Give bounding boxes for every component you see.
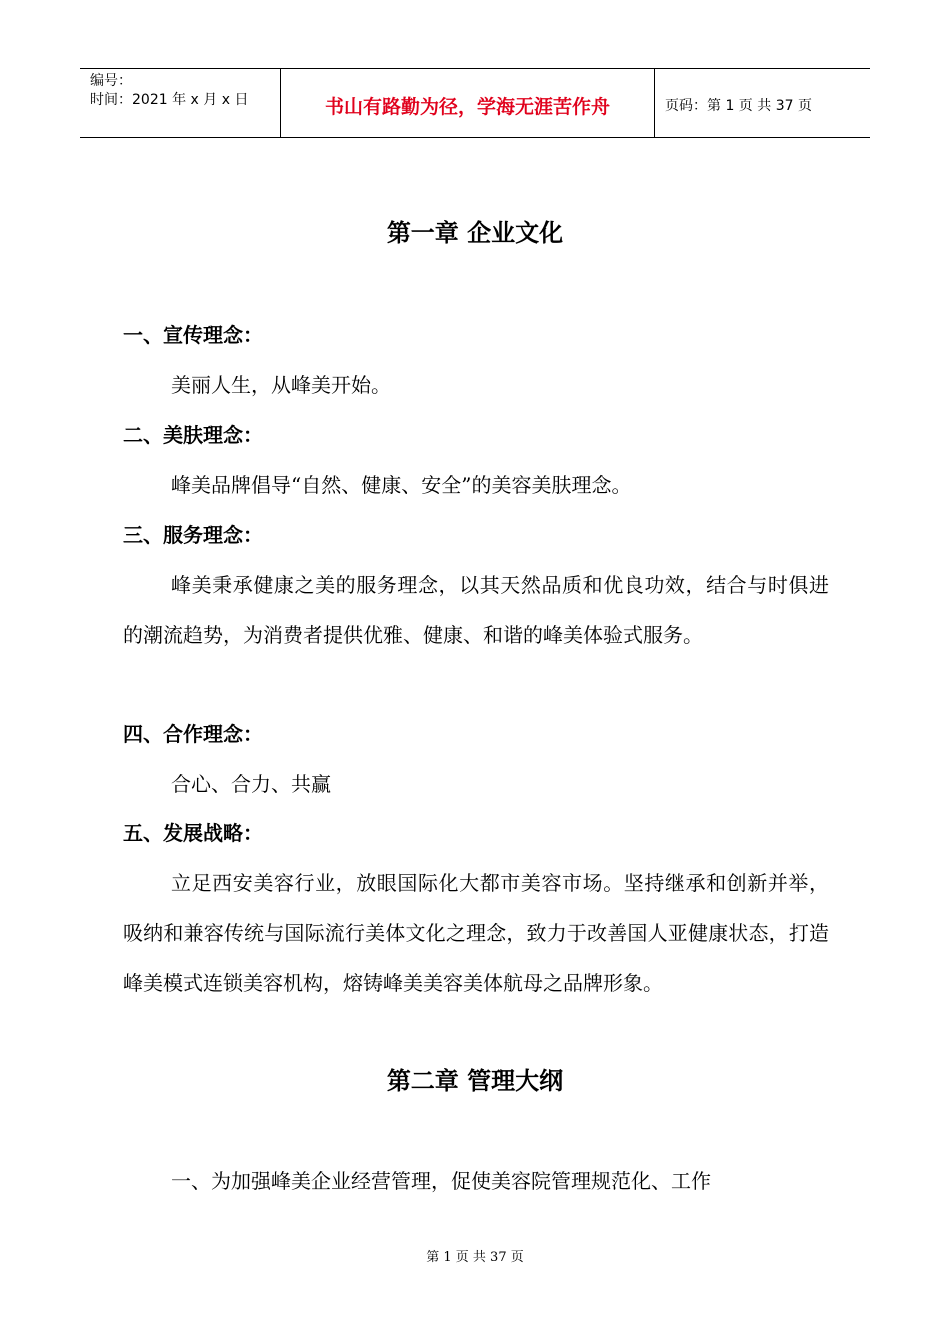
page-footer: 第 1 页 共 37 页 — [426, 1250, 524, 1265]
header-motto: 书山有路勤为径，学海无涯苦作舟 — [281, 69, 655, 137]
chapter-2-paragraph: 一、为加强峰美企业经营管理，促使美容院管理规范化、工作 — [171, 1169, 711, 1193]
page-header — [80, 68, 870, 138]
section-heading-1: 一、宣传理念： — [123, 323, 263, 347]
section-text-5: 立足西安美容行业，放眼国际化大都市美容市场。坚持继承和创新并举，吸纳和兼容传统与国际流行美体文化之理念，致力于改善国人亚健康状态，打造峰美模式连锁美容机构，熔铸峰美美容美体航母之品牌形象。 — [123, 871, 829, 995]
chapter-1-title: 第一章 企业文化 — [386, 219, 564, 247]
section-text-4: 合心、合力、共赢 — [171, 772, 331, 796]
chapter-2-title: 第二章 管理大纲 — [386, 1067, 564, 1095]
document-number-label: 编号： — [90, 73, 132, 89]
section-text-3: 峰美秉承健康之美的服务理念，以其天然品质和优良功效，结合与时俱进的潮流趋势，为消费者提供优雅、健康、和谐的峰美体验式服务。 — [123, 573, 829, 647]
document-time-label: 时间：2021 年 x 月 x 日 — [90, 92, 249, 108]
header-page-info: 页码：第 1 页 共 37 页 — [665, 98, 812, 114]
section-heading-5: 五、发展战略： — [123, 821, 263, 845]
section-text-2: 峰美品牌倡导“自然、健康、安全”的美容美肤理念。 — [171, 473, 632, 497]
header-meta-cell — [80, 69, 281, 137]
section-heading-2: 二、美肤理念： — [123, 423, 263, 447]
section-heading-4: 四、合作理念： — [123, 722, 263, 746]
section-heading-3: 三、服务理念： — [123, 523, 263, 547]
section-text-1: 美丽人生，从峰美开始。 — [171, 373, 391, 397]
